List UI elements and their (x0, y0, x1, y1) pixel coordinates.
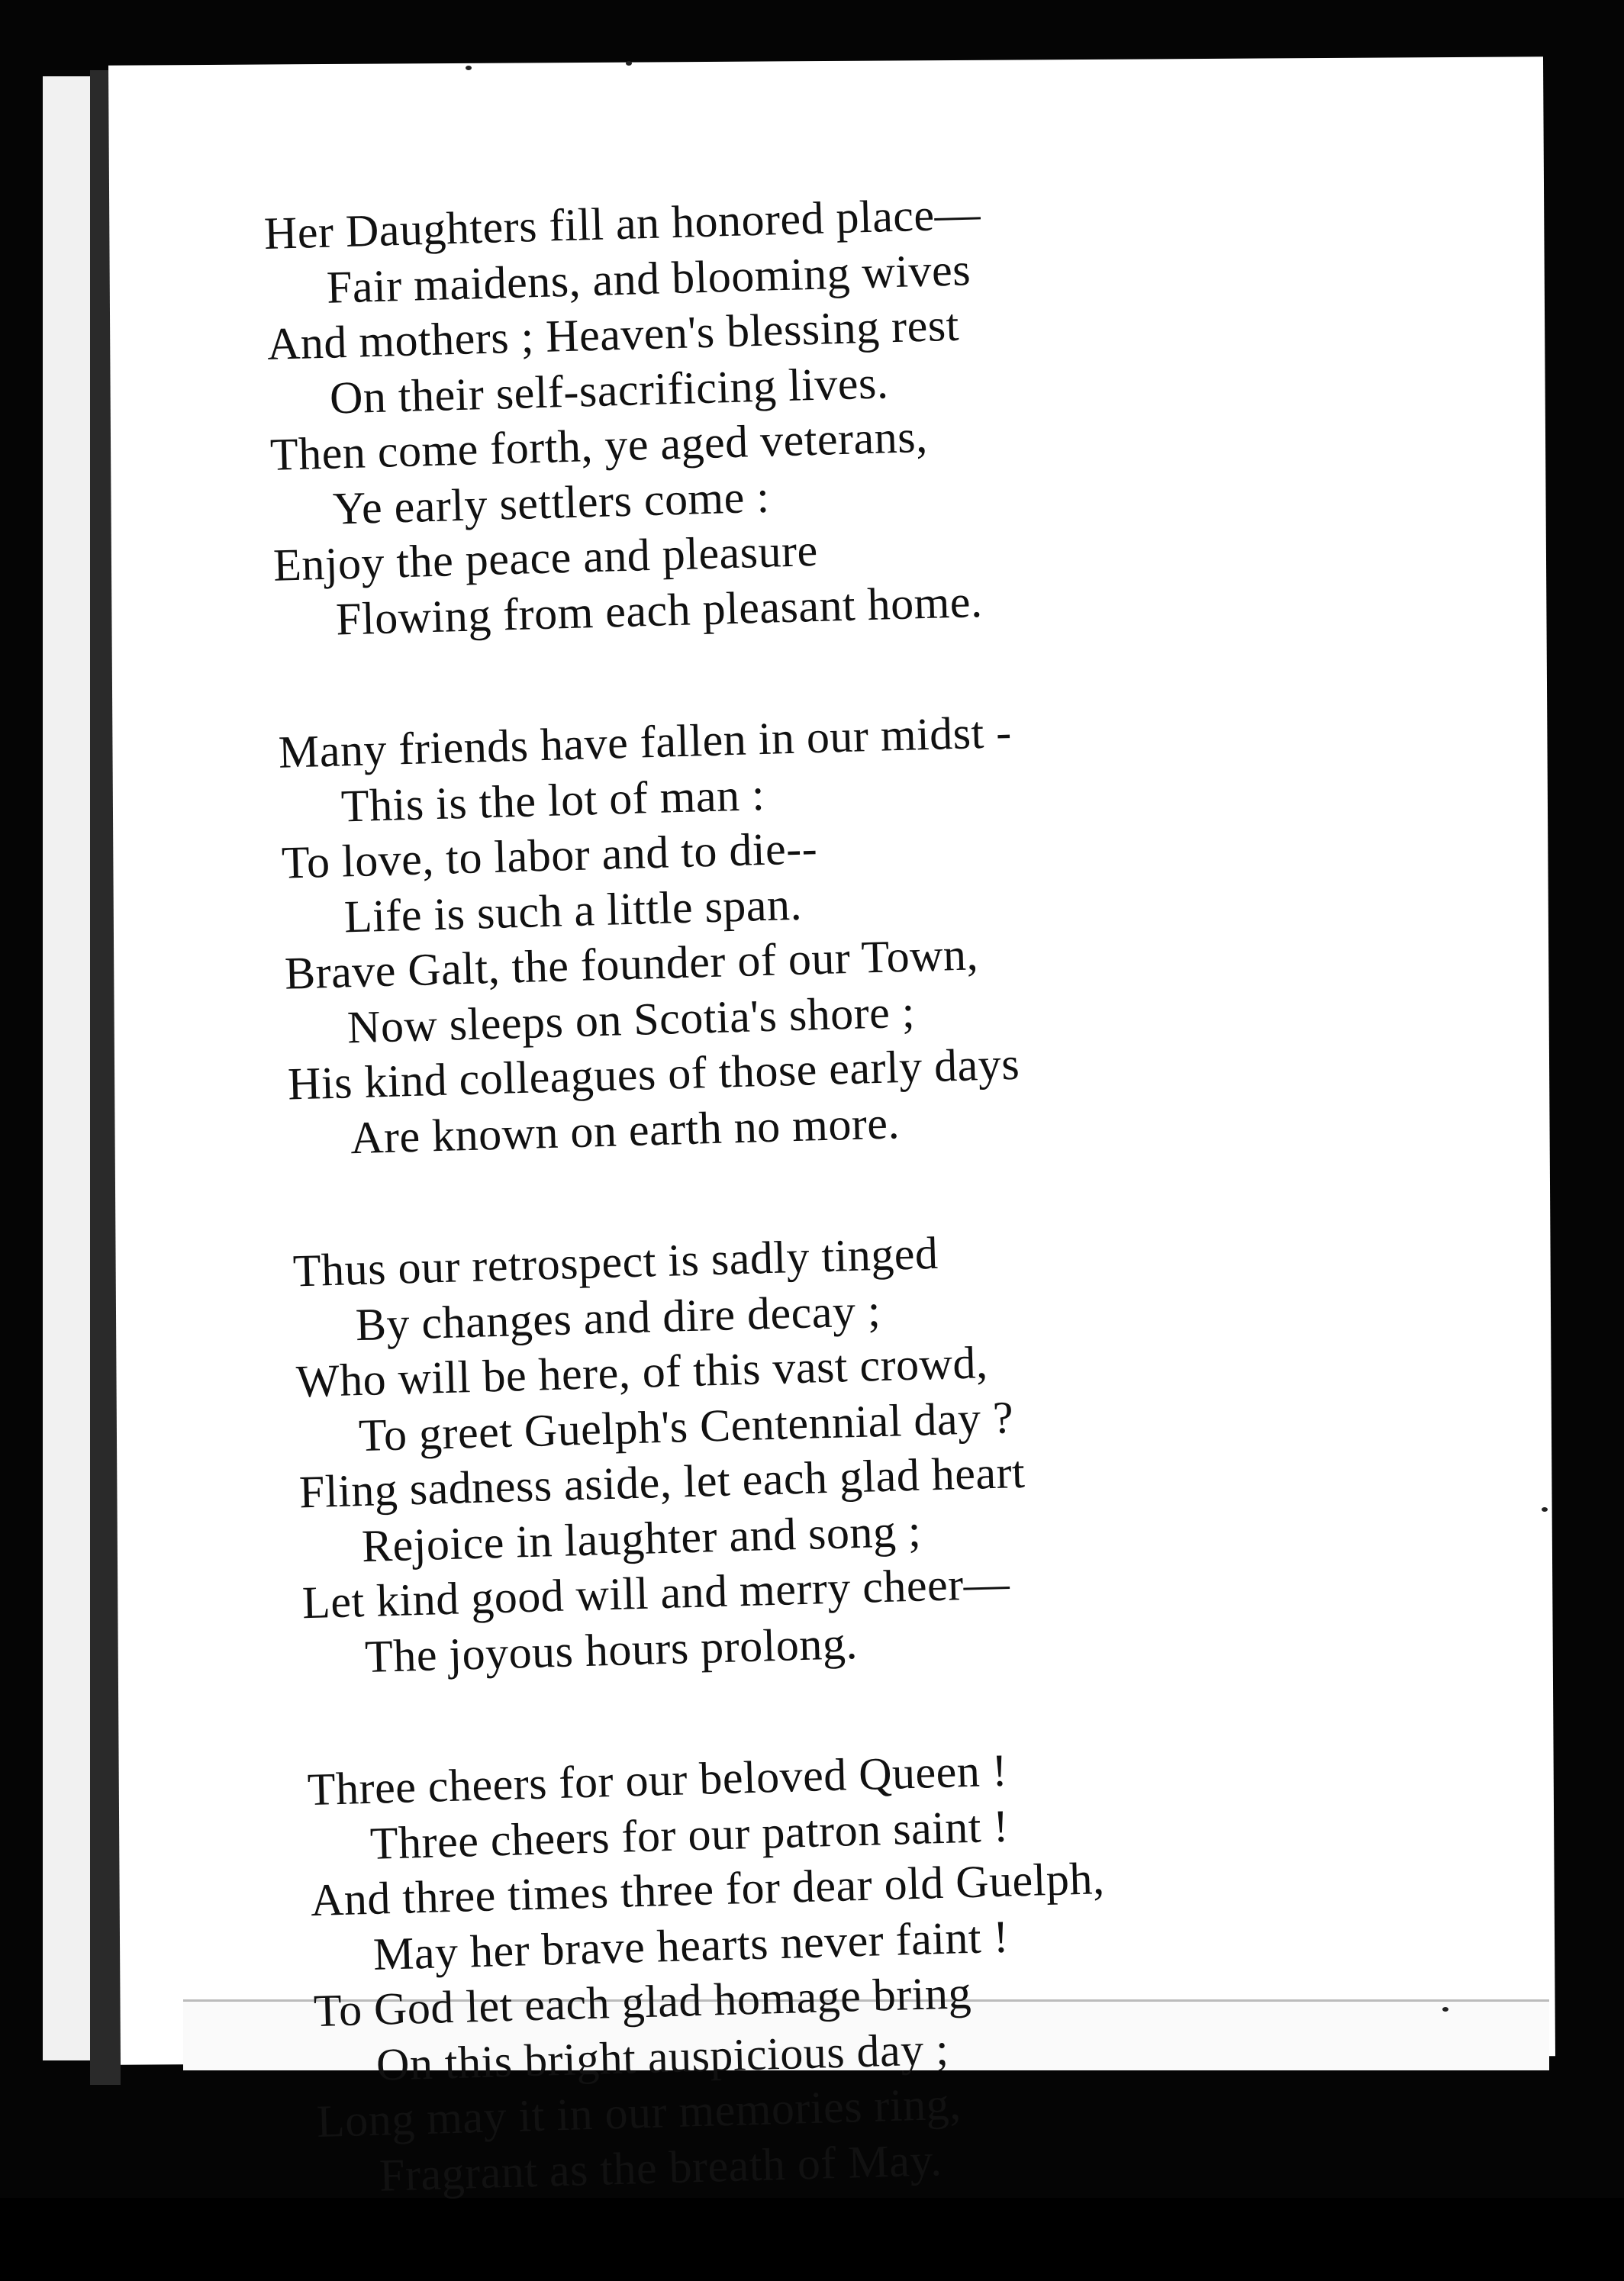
poem-line: Enjoy the peace and pleasure (272, 524, 819, 591)
poem-line: On this bright auspicious day ; (375, 2023, 950, 2090)
poem-line: Brave Galt, the founder of our Town, (284, 929, 979, 999)
poem-line: This is the lot of man : (340, 768, 765, 831)
poem-line: Three cheers for our beloved Queen ! (307, 1745, 1009, 1815)
poem-line: Her Daughters fill an honored place— (263, 188, 981, 259)
poem-line: Ye early settlers come : (332, 471, 771, 534)
poem-line: Are known on earth no more. (350, 1097, 901, 1163)
poem-line: To God let each glad homage bring (313, 1967, 972, 2037)
poem-line: Fling sadness aside, let each glad heart (298, 1446, 1026, 1518)
poem (263, 174, 1465, 2281)
poem-line: Many friends have fallen in our midst - (278, 706, 1013, 778)
poem-line: Let kind good will and merry cheer— (301, 1558, 1010, 1629)
poem-line: And mothers ; Heaven's blessing rest (266, 299, 960, 369)
stanza-2 (278, 693, 1435, 1168)
poem-line: Rejoice in laughter and song ; (361, 1505, 922, 1571)
poem-line: On their self-sacrificing lives. (329, 356, 890, 424)
stanza-3 (292, 1212, 1449, 1687)
poem-line: Three cheers for our patron saint ! (369, 1800, 1010, 1869)
poem-line: Then come forth, ye aged veterans, (269, 411, 929, 480)
poem-line: Thus our retrospect is sadly tinged (292, 1227, 939, 1297)
ink-speck (466, 66, 472, 70)
poem-line: Long may it in our memories ring, (316, 2078, 962, 2147)
poem-line: To love, to labor and to die-- (281, 823, 818, 888)
poem-line: Fair maidens, and blooming wives (326, 243, 972, 313)
poem-line: By changes and dire decay ; (355, 1284, 881, 1350)
poem-line: Fragrant as the breath of May. (379, 2134, 943, 2201)
poem-line: Flowing from each pleasant home. (335, 575, 984, 645)
poem-line: And three times three for dear old Guelph, (310, 1853, 1106, 1926)
poem-line: His kind colleagues of those early days (287, 1038, 1020, 1110)
poem-line: Who will be here, of this vast crowd, (295, 1337, 989, 1407)
stanza-1 (263, 174, 1420, 649)
ink-speck (626, 61, 632, 66)
poem-line: To greet Guelph's Centennial day ? (358, 1391, 1014, 1461)
ink-speck (1542, 1507, 1548, 1512)
poem-line: Now sleeps on Scotia's shore ; (346, 986, 916, 1052)
poem-line: The joyous hours prolong. (364, 1617, 859, 1682)
poem-line: Life is such a little span. (343, 878, 803, 942)
poem-line: May her brave hearts never faint ! (372, 1911, 1010, 1980)
stanza-4 (307, 1730, 1464, 2205)
